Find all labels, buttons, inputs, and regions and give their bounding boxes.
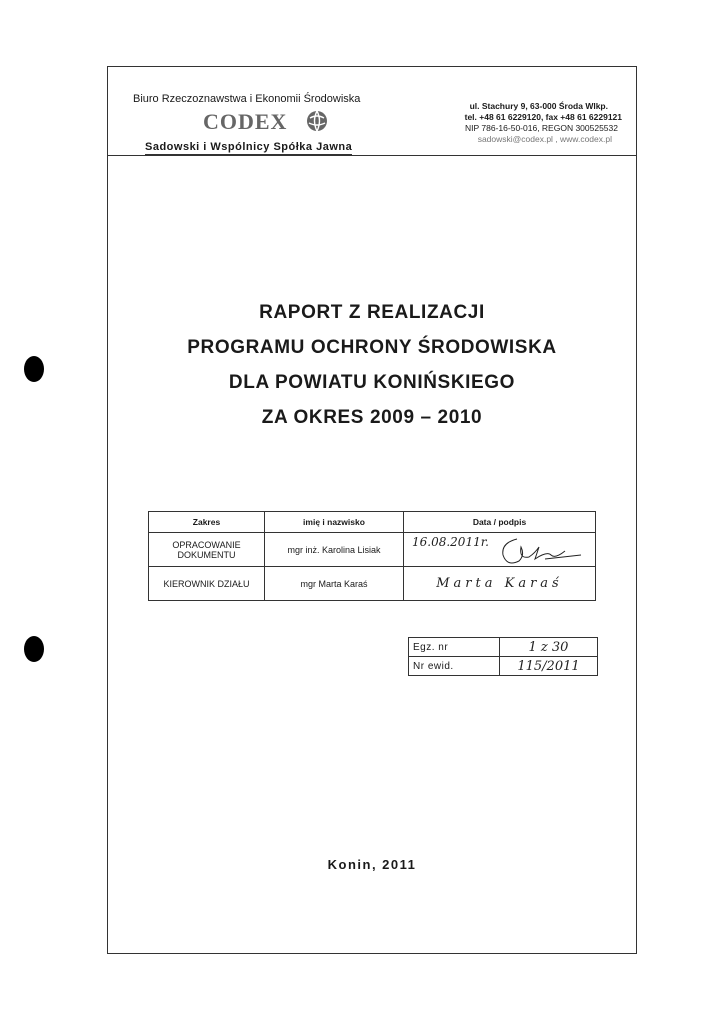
name-cell: mgr Marta Karaś (265, 567, 404, 601)
codex-logo: CODEX (203, 109, 288, 134)
column-header: Zakres (149, 512, 265, 533)
punch-hole (24, 356, 44, 382)
globe-icon (306, 110, 328, 132)
table-row (409, 657, 598, 676)
table-row (149, 567, 596, 601)
copy-number-table (408, 637, 598, 676)
signature-cell (404, 567, 596, 601)
nip-line: NIP 786-16-50-016, REGON 300525532 (465, 123, 618, 133)
handwritten-signature: Marta Karaś (436, 576, 563, 591)
ewid-label: Nr ewid. (409, 657, 500, 676)
address-line: ul. Stachury 9, 63-000 Środa Wlkp. (469, 101, 608, 111)
table-row (149, 533, 596, 567)
firm-name: Biuro Rzeczoznawstwa i Ekonomii Środowiska (133, 93, 361, 105)
ewid-value: 115/2011 (500, 657, 598, 676)
letterhead (108, 67, 636, 157)
egz-value: 1 z 30 (500, 638, 598, 657)
signature-scribble-icon (495, 533, 585, 567)
name-cell: mgr inż. Karolina Lisiak (265, 533, 404, 567)
punch-hole (24, 636, 44, 662)
firm-subtitle: Sadowski i Wspólnicy Spółka Jawna (145, 141, 353, 153)
title-line: RAPORT Z REALIZACJI (259, 302, 485, 323)
document-page (107, 66, 637, 954)
signature-cell (404, 533, 596, 567)
title-line: DLA POWIATU KONIŃSKIEGO (228, 372, 516, 393)
table-row (409, 638, 598, 657)
title-line: PROGRAMU OCHRONY ŚRODOWISKA (187, 337, 557, 358)
table-header-row (149, 512, 596, 533)
header-divider (108, 155, 636, 156)
handwritten-date: 16.08.2011r. (412, 535, 489, 549)
signature-table (148, 511, 596, 601)
contact-line: sadowski@codex.pl , www.codex.pl (477, 134, 612, 144)
egz-label: Egz. nr (409, 638, 500, 657)
scope-cell: OPRACOWANIE DOKUMENTU (149, 533, 265, 567)
title-line: ZA OKRES 2009 – 2010 (261, 407, 483, 428)
place-and-year: Konin, 2011 (327, 857, 417, 872)
phone-line: tel. +48 61 6229120, fax +48 61 6229121 (464, 112, 622, 122)
column-header: imię i nazwisko (265, 512, 404, 533)
document-title (108, 295, 636, 435)
column-header: Data / podpis (404, 512, 596, 533)
scope-cell: KIEROWNIK DZIAŁU (149, 567, 265, 601)
